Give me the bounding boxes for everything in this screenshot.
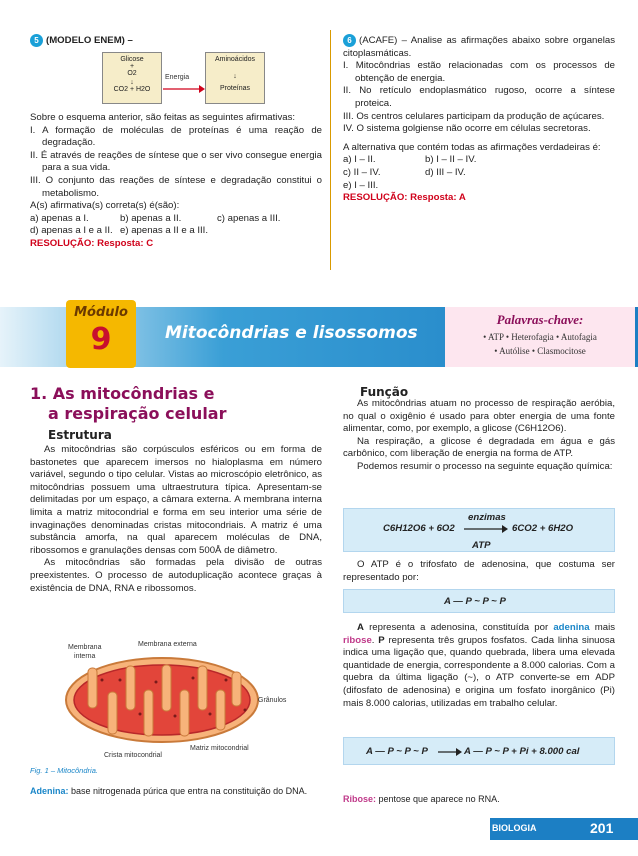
resolution: RESOLUÇÃO: Resposta: A [343,192,466,204]
diagram-energy-arrow [163,84,205,94]
footnote-adenina: Adenina: base nitrogenada púrica que entra na constituição do DNA. [30,786,308,796]
option-e: e) apenas a II e a III. [120,225,208,237]
label-crest: Crista mitocondrial [104,752,162,759]
diagram-right-box: Aminoácidos ↓ Proteínas [205,52,265,104]
paragraph: O ATP é o trifosfato de adenosina, que costuma ser representado por: [343,559,615,583]
funcao-atp-explanation: A representa a adenosina, constituída por adenina mais ribose. P representa três grupos fosfatos. Cada linha sinuosa indica uma ligação que, quando quebrada, libera uma elevada quantidade de energia, correspondente a 8.000 calorias. Com a quebra da última ligação (~), o ATP converte-se em ADP (difosfato de adenosina) e origina um fosfato inorgânico (Pi) mais 8.000 calorias, utilizadas em trabalho celular. [343,622,616,709]
paragraph: Na respiração, a glicose é degradada em água e gás carbônico, com liberação de energia na forma de ATP. [343,435,615,460]
question-number-badge: 6 [343,34,356,47]
footnote-ribose: Ribose: pentose que aparece no RNA. [343,794,500,804]
paragraph: Podemos resumir o processo na seguinte equação química: [357,460,613,472]
equation-arrow [464,524,508,534]
section-body [30,444,322,595]
paragraph: As mitocôndrias são corpúsculos esféricos ou em forma de bastonetes que aparecem imersos no hialoplasma em número variável, segundo o tipo celular. Vistas ao microscópio eletrônico, as mitocôndrias possuem uma ultraestrutura típica. Apresentam-se delimitadas por um espaço, a câmara externa. A membrana interna limita a matriz mitocondrial e forma em seu interior uma série de invaginações denominadas cristas mitocondriais. A matriz é uma substância amorfa, na qual aparecem moléculas de DNA, ribossomos e granulações densas com 500Å de diâmetro. [30,444,322,556]
hydrolysis-arrow [438,747,462,757]
page-number: 201 [590,820,614,836]
figure-caption: Fig. 1 – Mitocôndria. [30,766,98,775]
option-c: c) II – IV. [343,166,381,178]
section-title-line-2: a respiração celular [48,404,227,423]
equation-left: C6H12O6 + 6O2 [383,523,455,534]
question-number-badge: 5 [30,34,43,47]
term-ribose: ribose [343,634,372,646]
question-5-body: Sobre o esquema anterior, são feitas as seguintes afirmativas: I. A formação de moléculas de proteínas é uma reação de degradação. II. É através de reações de síntese que o ser vivo consegue energia para a sua vida. III. O conjunto das reações de síntese e degradação constitui o metabolismo. A(s) afirmativa(s) correta(s) é(são): a) apenas a I. b) apenas a II. c) apenas a III. d) apenas a I e a II. e) apenas a II e a III. RESOLUÇÃO: Resposta: C [30,112,322,249]
subsection-title: Função [360,385,409,399]
equation-atp: ATP [472,540,491,551]
option-d: d) apenas a I e a II. [30,225,113,237]
option-a: a) I – II. [343,154,376,166]
atp-formula: A — P ~ P ~ P [444,596,506,607]
diagram-energy-label: Energia [165,74,190,81]
paragraph: As mitocôndrias atuam no processo de respiração aeróbia, no qual o oxigênio é usado para obter energia de uma fonte alimentar, como, por exemplo, a glicose (C6H12O6). [343,398,615,435]
diagram-left-box: Glicose + O2 ↓ CO2 + H2O [102,52,162,104]
option-d: d) III – IV. [425,166,466,178]
paragraph: As mitocôndrias são formadas pela divisão de outras preexistentes. O processo de autoduplicação acontece graças à existência de DNA, RNA e ribossomos. [30,557,322,594]
question-5 [30,34,320,47]
term-adenina: adenina [553,622,590,633]
footer-subject: BIOLOGIA [492,823,537,833]
column-divider [330,30,331,270]
option-b: b) apenas a II. [120,212,182,224]
hydrolysis-right: A — P ~ P + Pi + 8.000 cal [464,746,580,757]
label-outer-membrane: Membrana externa [138,641,197,648]
subsection-title: Estrutura [48,428,112,442]
question-6: 6 (ACAFE) – Analise as afirmações abaixo sobre organelas citoplasmáticas. I. Mitocôndrias estão relacionadas com os processos de obtenção de energia. II. No retículo endoplasmático rugoso, ocorre a síntese proteica. III. Os centros celulares participam da produção de açúcares. IV. O sistema golgiense não ocorre em células secretoras. A alternativa que contém todas as afirmações verdadeiras é: a) I – II. b) I – II – IV. c) II – IV. d) III – IV. e) I – III. RESOLUÇÃO: Resposta: A [343,35,615,204]
option-c: c) apenas a III. [217,212,281,224]
label-matrix: Matriz mitocondrial [190,745,249,752]
funcao-body-top [343,398,615,474]
question-header: (MODELO ENEM) – [46,35,133,47]
funcao-atp-intro [343,559,615,584]
label-granules: Grânulos [258,697,287,704]
keywords-title: Palavras-chave: [496,312,584,327]
label-inner-membrane: Membrana interna [68,644,102,660]
equation-right: 6CO2 + 6H2O [512,523,574,534]
module-label: Módulo [74,305,128,320]
mitochondrion-illustration [60,650,270,750]
question-header: (ACAFE) – Analise as afirmações abaixo sobre organelas citoplasmáticas. [343,35,615,59]
section-title-line-1: 1. As mitocôndrias e [30,384,215,403]
option-a: a) apenas a I. [30,212,89,224]
option-e: e) I – III. [343,179,379,191]
resolution: RESOLUÇÃO: Resposta: C [30,237,154,249]
option-b: b) I – II – IV. [425,154,477,166]
keywords-line-2: • Autólise • Clasmocitose [494,346,586,356]
module-title: Mitocôndrias e lisossomos [165,323,418,343]
keywords-line-1: • ATP • Heterofagia • Autofagia [483,332,597,342]
module-number: 9 [90,322,112,357]
equation-enzymes: enzimas [468,512,506,523]
hydrolysis-left: A — P ~ P ~ P [366,746,428,757]
